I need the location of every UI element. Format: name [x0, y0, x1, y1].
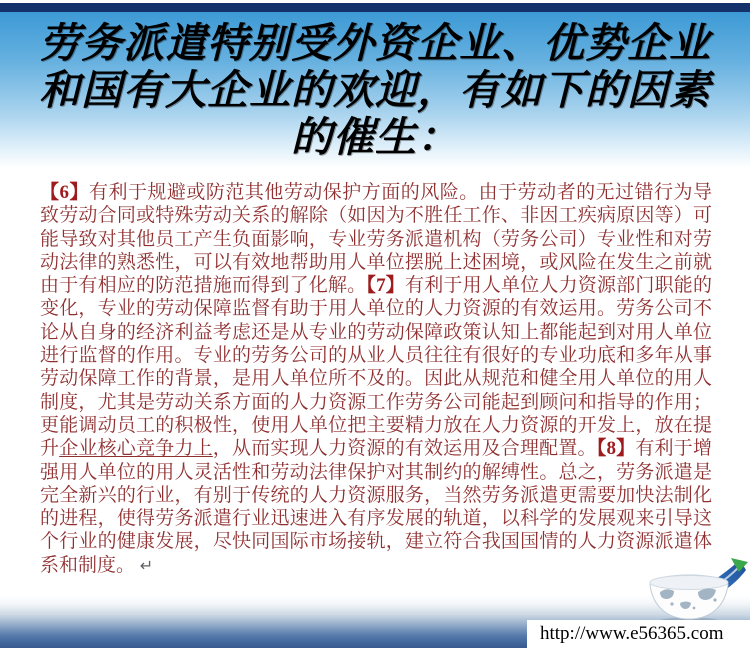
top-navy-band — [0, 3, 750, 12]
body-paragraph — [40, 181, 712, 577]
website-url-watermark — [527, 620, 750, 648]
globe-bowl-image — [632, 558, 750, 624]
body-text-part-3: ，从而实现人力资源的有效运用及合理配置。 — [212, 438, 597, 460]
body-text-part-2: 有利于用人单位人力资源部门职能的变化，专业的劳动保障监督有助于用人单位的人力资源的有效运用。劳务公司不论从自身的经济利益考虑还是从专业的劳动保障政策认知上都能起到对用人单位进行监督的作用。专业的劳务公司的从业人员往往有很好的专业功底和多年从事劳动保障工作的背景，是用人单位所不及的。因此从规范和健全用人单位的用人制度，尤其是劳动关系方面的人力资源工作劳务公司能起到顾问和指导的作用；更能调动员工的积极性，使用人单位把主要精力放在人力资源的开发上，放在提升 — [40, 275, 712, 460]
slide-title-line-1: 劳务派遣特别受外资企业、优势企业 — [39, 20, 711, 66]
item-7-marker: 【7】 — [366, 275, 405, 297]
paragraph-return-icon: ↵ — [139, 555, 154, 575]
item-8-marker: 【8】 — [596, 438, 636, 460]
slide-title-line-2: 和国有大企业的欢迎，有如下的因素 — [39, 67, 711, 113]
item-6-marker: 【6】 — [40, 182, 89, 203]
underlined-phrase: 企业核心竞争力上 — [59, 438, 213, 460]
slide-title-line-3: 的催生： — [291, 114, 459, 160]
website-url-text: http://www.e56365.com — [540, 623, 724, 644]
body-text-part-4: 有利于增强用人单位的用人灵活性和劳动法律保护对其制约的解缚性。总之，劳务派遣是完全新兴的行业，有别于传统的人力资源服务，当然劳务派遣更需要加快法制化的进程，使得劳务派遣行业迅速进入有序发展的轨道，以科学的发展观来引导这个行业的健康发展，尽快同国际市场接轨，建立符合我国国情的人力资源派遣体系和制度。 — [40, 438, 712, 576]
body-text-part-1: 有利于规避或防范其他劳动保护方面的风险。由于劳动者的无过错行为导致劳动合同或特殊劳动关系的解除（如因为不胜任工作、非因工疾病原因等）可能导致对其他员工产生负面影响，专业劳务派遣机构（劳务公司）专业性和对劳动法律的熟悉性，可以有效地帮助用人单位摆脱上述困境，或风险在发生之前就由于有相应的防范措施而得到了化解。 — [40, 182, 712, 297]
slide-title — [0, 20, 750, 161]
